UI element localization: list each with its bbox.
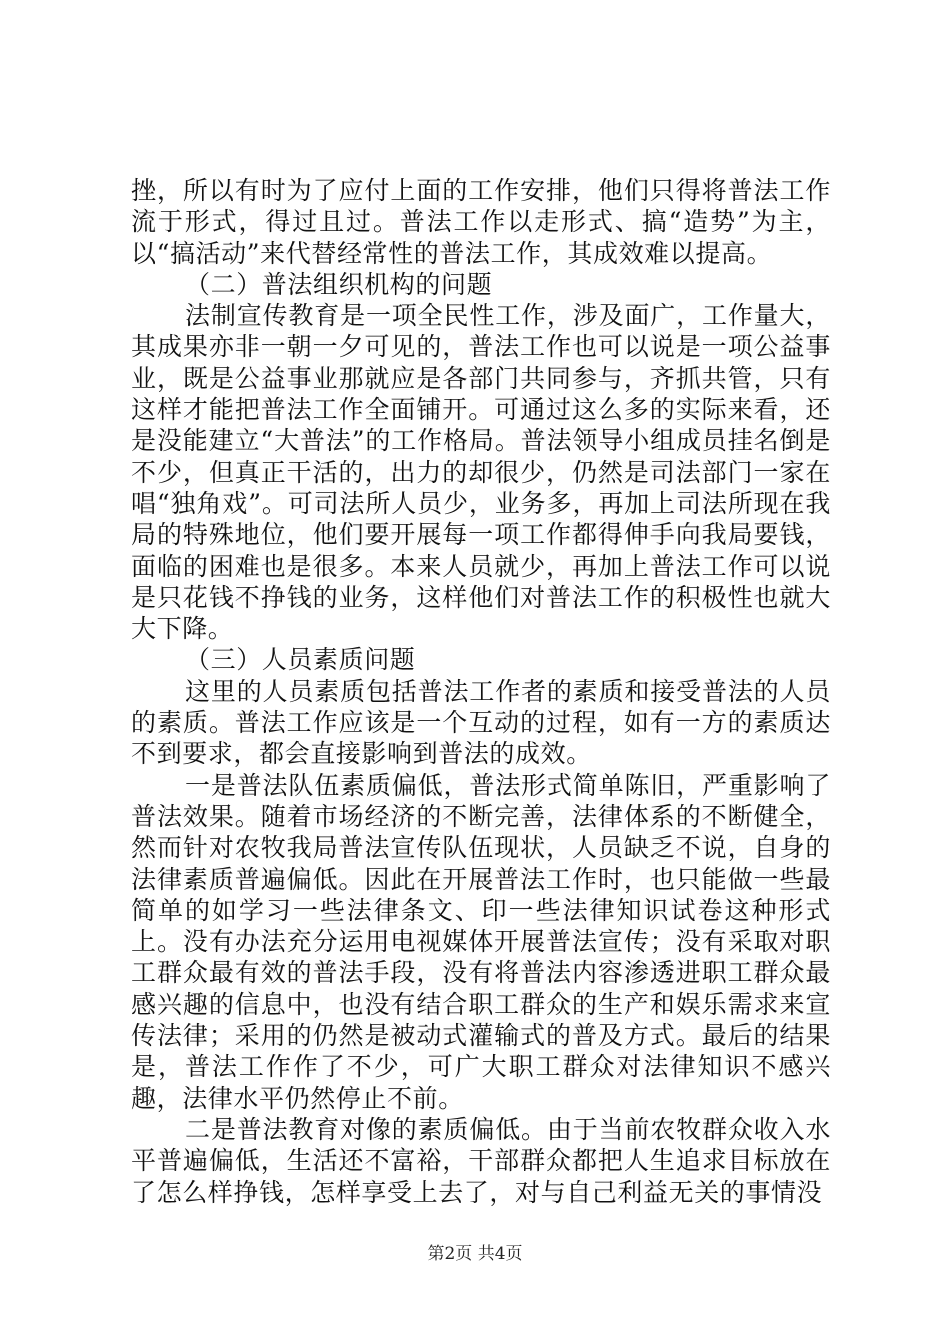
document-body [131, 175, 831, 1208]
section-heading-personnel: （三）人员素质问题 [185, 645, 416, 675]
page-number-footer: 第2页 共4页 [427, 1244, 523, 1264]
paragraph-continued: 挫，所以有时为了应付上面的工作安排，他们只得将普法工作流于形式，得过且过。普法工作以走形式、搞“造势”为主，以“搞活动”来代替经常性的普法工作，其成效难以提高。 [131, 176, 831, 268]
paragraph-audience-quality: 二是普法教育对像的素质偏低。由于当前农牧群众收入水平普遍偏低，生活还不富裕，干部群众都把人生追求目标放在了怎么样挣钱，怎样享受上去了，对与自己利益无关的事情没 [131, 1114, 831, 1207]
paragraph-organization: 法制宣传教育是一项全民性工作，涉及面广，工作量大，其成果亦非一朝一夕可见的，普法工作也可以说是一项公益事业，既是公益事业那就应是各部门共同参与，齐抓共管，只有这样才能把普法工作全面铺开。可通过这么多的实际来看，还是没能建立“大普法”的工作格局。普法领导小组成员挂名倒是不少，但真正干活的，出力的却很少，仍然是司法部门一家在唱“独角戏”。可司法所人员少，业务多，再加上司法所现在我局的特殊地位，他们要开展每一项工作都得伸手向我局要钱，面临的困难也是很多。本来人员就少，再加上普法工作可以说是只花钱不挣钱的业务，这样他们对普法工作的积极性也就大大下降。 [131, 301, 831, 644]
section-heading-organization: （二）普法组织机构的问题 [185, 269, 493, 299]
paragraph-team-quality: 一是普法队伍素质偏低，普法形式简单陈旧，严重影响了普法效果。随着市场经济的不断完善，法律体系的不断健全，然而针对农牧我局普法宣传队伍现状，人员缺乏不说，自身的法律素质普遍偏低。因此在开展普法工作时，也只能做一些最简单的如学习一些法律条文、印一些法律知识试卷这种形式上。没有办法充分运用电视媒体开展普法宣传；没有采取对职工群众最有效的普法手段，没有将普法内容渗透进职工群众最感兴趣的信息中，也没有结合职工群众的生产和娱乐需求来宣传法律；采用的仍然是被动式灌输式的普及方式。最后的结果是，普法工作作了不少，可广大职工群众对法律知识不感兴趣，法律水平仍然停止不前。 [131, 770, 831, 1113]
paragraph-personnel-intro: 这里的人员素质包括普法工作者的素质和接受普法的人员的素质。普法工作应该是一个互动的过程，如有一方的素质达不到要求，都会直接影响到普法的成效。 [131, 676, 831, 769]
